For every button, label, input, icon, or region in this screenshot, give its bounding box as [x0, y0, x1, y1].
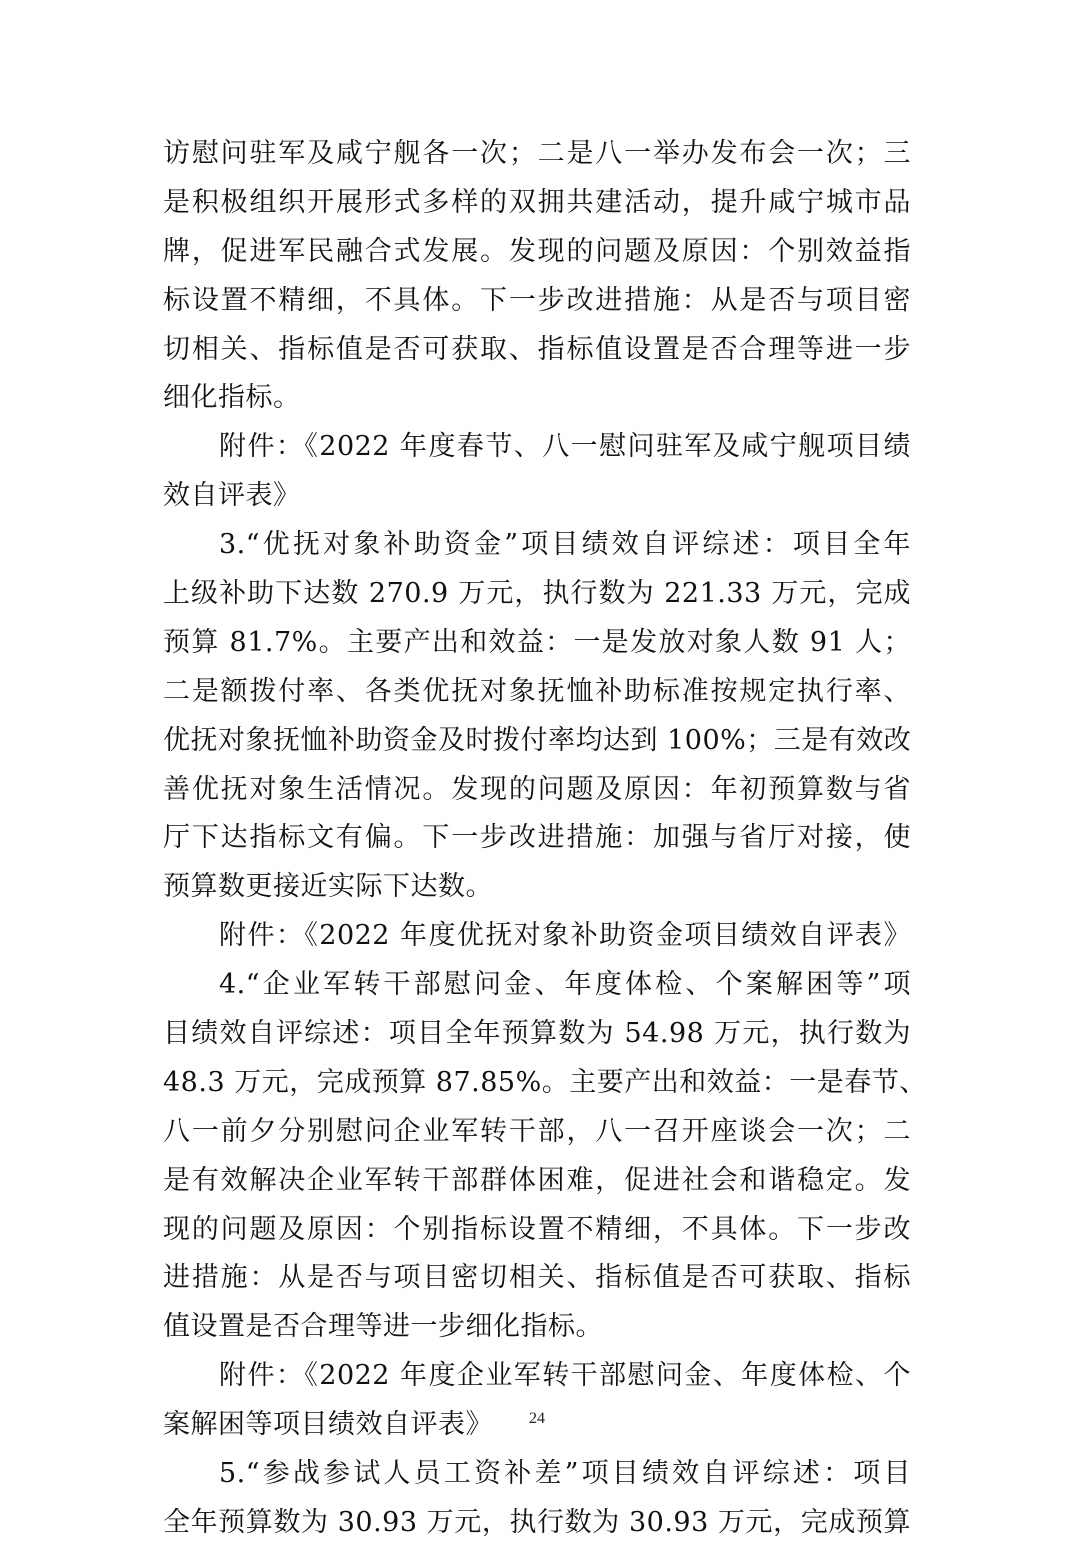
text-line: 八一前夕分别慰问企业军转干部，八一召开座谈会一次；二	[163, 1115, 911, 1147]
text-line: 优抚对象抚恤补助资金及时拨付率均达到 100%；三是有效改	[163, 724, 912, 756]
text-line: 厅下达指标文有偏。下一步改进措施：加强与省厅对接，使	[163, 822, 911, 854]
text-line: 标设置不精细，不具体。下一步改进措施：从是否与项目密	[163, 284, 911, 316]
text-line: 预算 81.7%。主要产出和效益：一是发放对象人数 91 人；	[163, 626, 911, 658]
section-heading-line: 4.“企业军转干部慰问金、年度体检、个案解困等”项	[219, 969, 911, 1001]
text-line: 现的问题及原因：个别指标设置不精细，不具体。下一步改	[163, 1213, 911, 1245]
body-text	[163, 130, 927, 1548]
text-line: 是积极组织开展形式多样的双拥共建活动，提升咸宁城市品	[163, 186, 911, 218]
text-line: 切相关、指标值是否可获取、指标值设置是否合理等进一步	[163, 333, 911, 365]
text-line: 48.3 万元，完成预算 87.85%。主要产出和效益：一是春节、	[163, 1066, 927, 1098]
text-line: 进措施：从是否与项目密切相关、指标值是否可获取、指标	[163, 1262, 911, 1294]
text-line: 善优抚对象生活情况。发现的问题及原因：年初预算数与省	[163, 773, 911, 805]
section-heading-line: 3.“优抚对象补助资金”项目绩效自评综述：项目全年	[219, 529, 911, 561]
text-line: 上级补助下达数 270.9 万元，执行数为 221.33 万元，完成	[163, 578, 911, 610]
text-line: 二是额拨付率、各类优抚对象抚恤补助标准按规定执行率、	[163, 675, 911, 707]
text-line: 牌，促进军民融合式发展。发现的问题及原因：个别效益指	[163, 235, 911, 267]
text-line: 值设置是否合理等进一步细化指标。	[163, 1311, 603, 1343]
text-line: 是有效解决企业军转干部群体困难，促进社会和谐稳定。发	[163, 1164, 911, 1196]
attachment-line: 附件：《2022 年度企业军转干部慰问金、年度体检、个	[219, 1360, 911, 1392]
page-number: 24	[529, 1410, 545, 1427]
text-line: 访慰问驻军及咸宁舰各一次；二是八一举办发布会一次；三	[163, 138, 911, 169]
text-line: 预算数更接近实际下达数。	[163, 871, 493, 903]
text-line: 目绩效自评综述：项目全年预算数为 54.98 万元，执行数为	[163, 1018, 911, 1050]
attachment-line: 附件：《2022 年度春节、八一慰问驻军及咸宁舰项目绩	[219, 431, 911, 463]
attachment-line: 案解困等项目绩效自评表》	[163, 1409, 493, 1441]
attachment-line: 附件：《2022 年度优抚对象补助资金项目绩效自评表》	[219, 920, 911, 952]
text-line: 细化指标。	[163, 382, 301, 414]
section-heading-line: 5.“参战参试人员工资补差”项目绩效自评综述：项目	[219, 1458, 911, 1490]
attachment-line: 效自评表》	[163, 480, 301, 512]
text-line: 全年预算数为 30.93 万元，执行数为 30.93 万元，完成预算	[163, 1506, 911, 1538]
